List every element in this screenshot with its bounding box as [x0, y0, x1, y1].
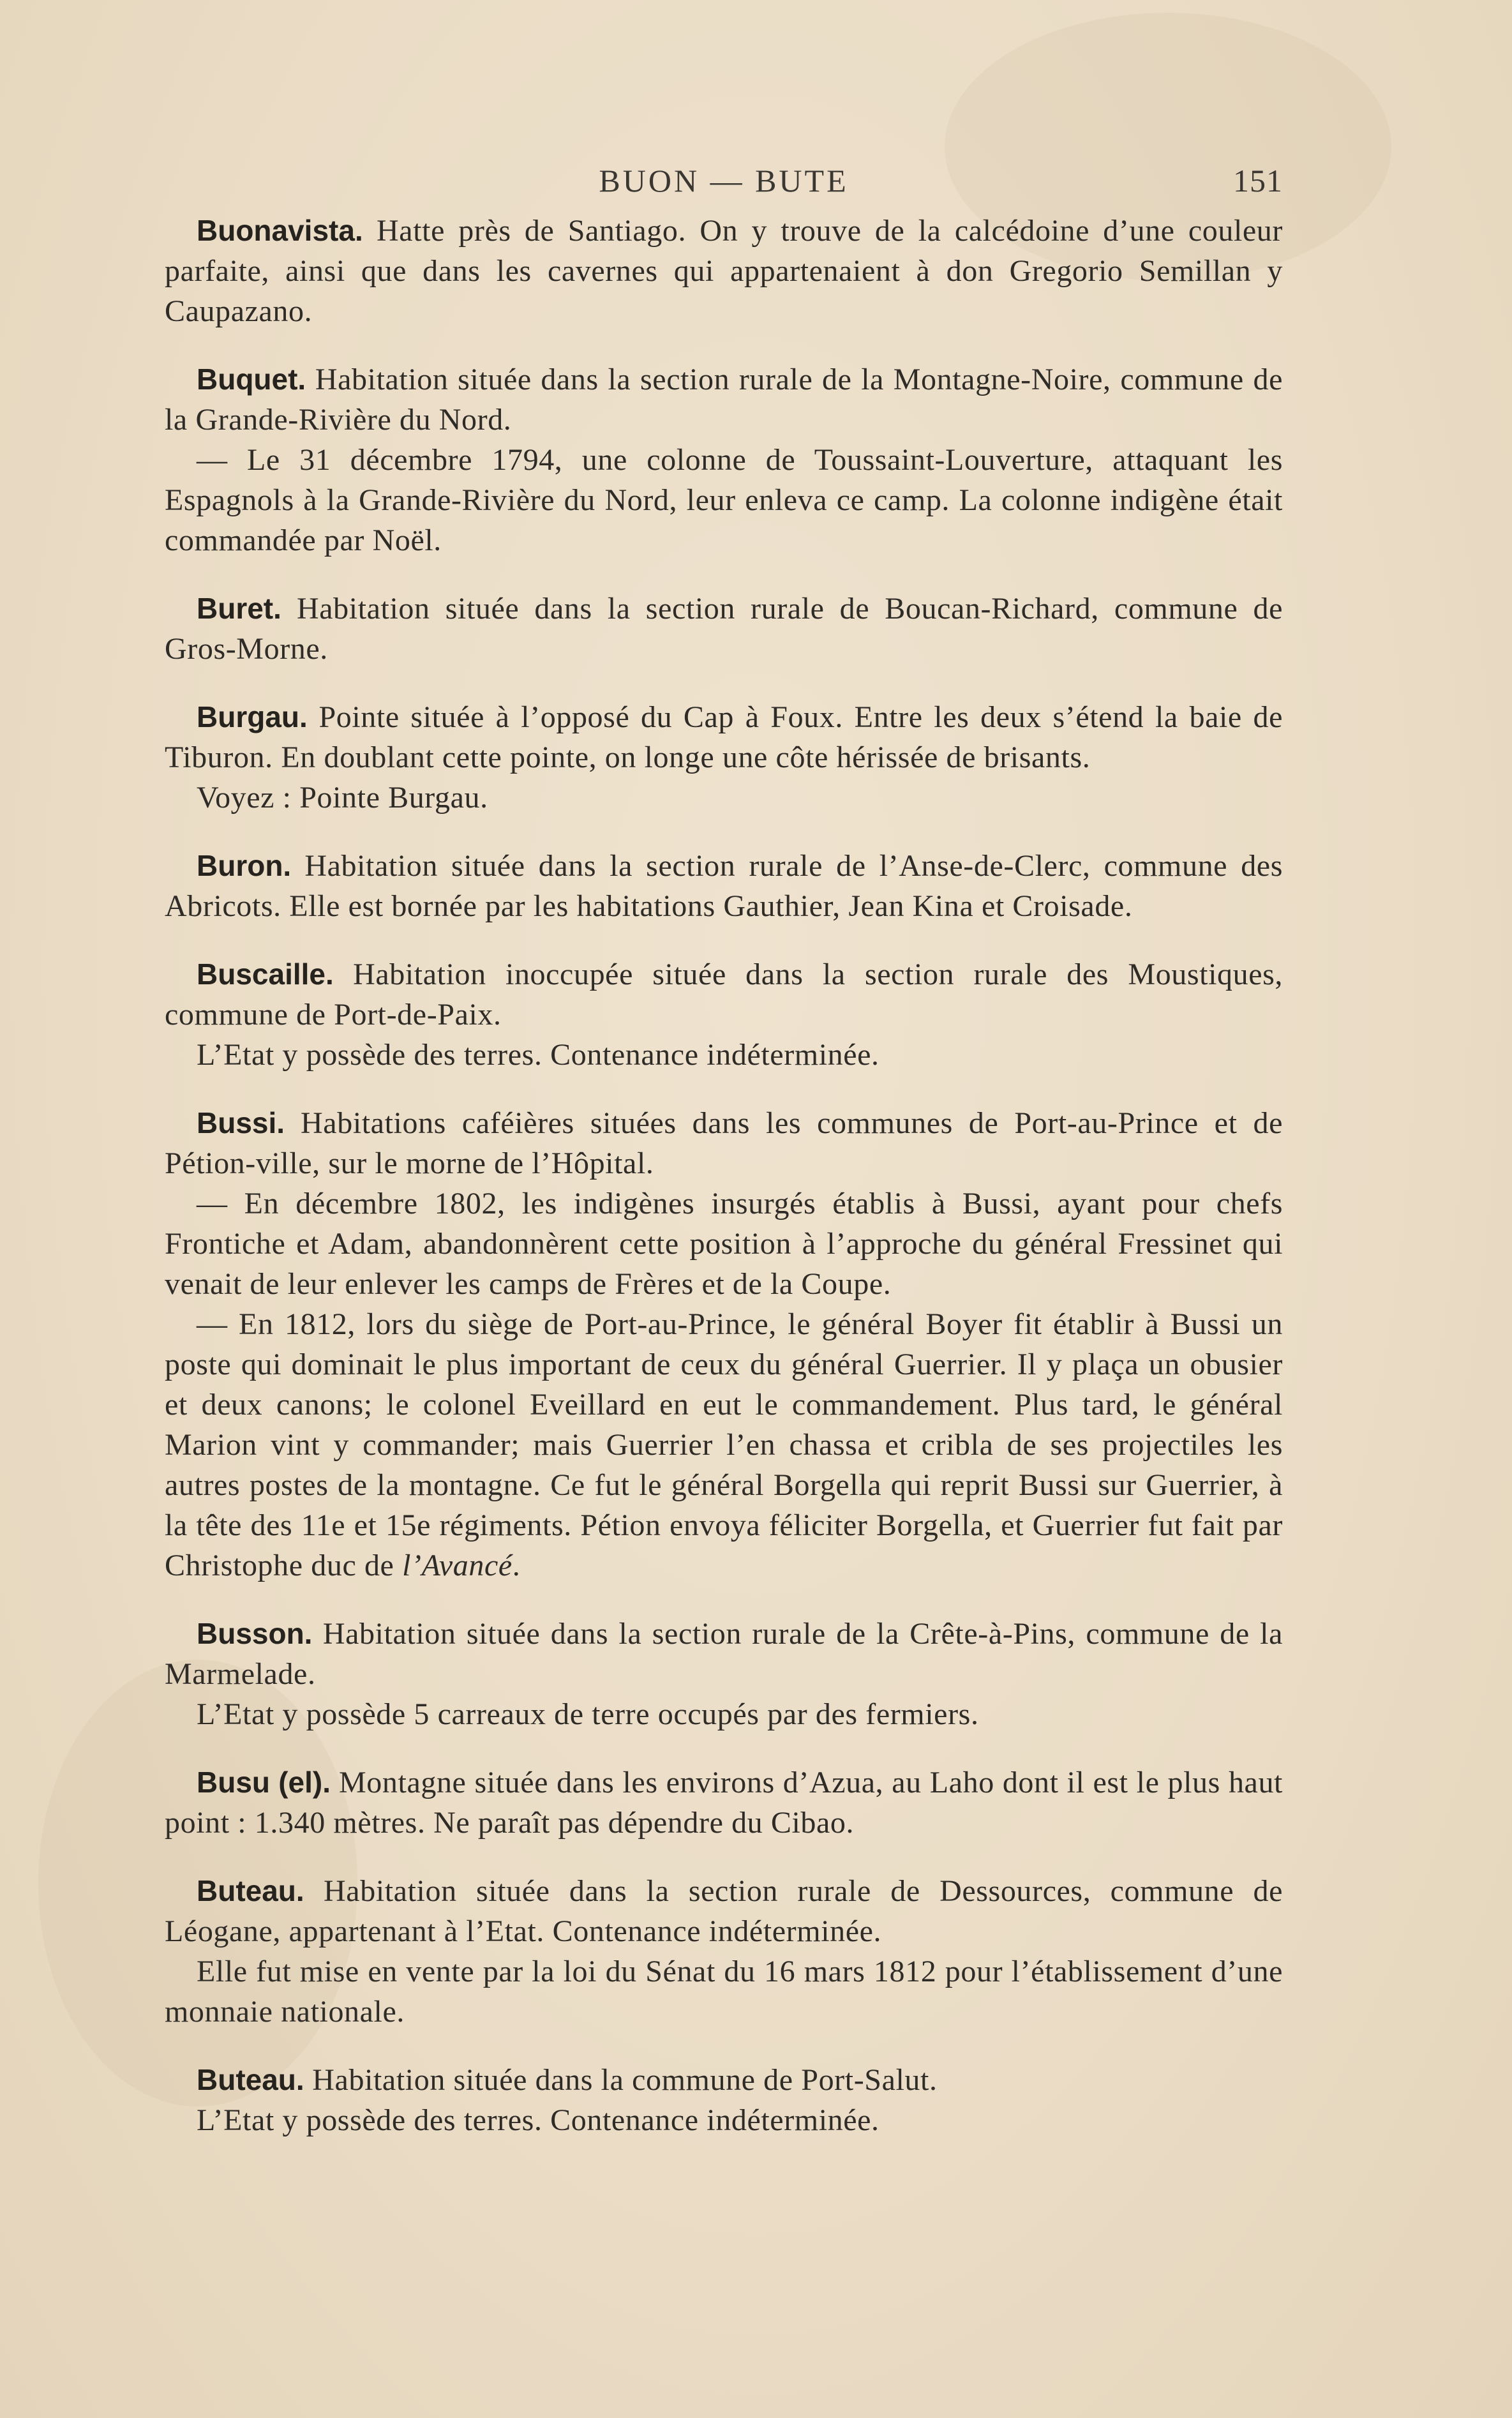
entry-text: Habitations caféières situées dans les communes de Port-au-Prince et de Pétion-ville, sur le morne de l’Hôpital.	[165, 1106, 1283, 1180]
entry-text: Habitation située dans la commune de Port-Salut.	[312, 2063, 938, 2097]
entry-text: Hatte près de Santiago. On y trouve de la calcédoine d’une couleur parfaite, ainsi que dans les cavernes qui appartenaient à don Gregorio Semillan y Caupazano.	[165, 214, 1283, 328]
entry-headword: Buonavista.	[197, 214, 363, 247]
page	[165, 153, 1283, 2168]
page-number: 151	[1233, 163, 1283, 199]
entry-text: Habitation inoccupée située dans la section rurale des Moustiques, commune de Port-de-Paix.	[165, 957, 1283, 1032]
entry-text: Habitation située dans la section rurale de l’Anse-de-Clerc, commune des Abricots. Elle est bornée par les habitations Gauthier, Jean Kina et Croisade.	[165, 849, 1283, 923]
entry-definition	[165, 359, 1283, 440]
running-head	[165, 153, 1283, 211]
entry-text: — En 1812, lors du siège de Port-au-Prince, le général Boyer fit établir à Bussi un poste qui dominait le plus important de ceux du général Guerrier. Il y plaça un obusier et deux canons; le colonel Eveillard en eut le commandement. Plus tard, le général Marion vint y commander; mais Guerrier l’en chassa et cribla de ses projectiles les autres postes de la montagne. Ce fut le général Borgella qui reprit Bussi sur Guerrier, à la tête des 11e et 15e régiments. Pétion envoya féliciter Borgella, et Guerrier fut fait par Christophe duc de	[165, 1307, 1283, 1582]
entry-text: Voyez : Pointe Burgau.	[197, 781, 488, 815]
dictionary-entry	[165, 697, 1283, 818]
entry-paragraph	[165, 440, 1283, 560]
dictionary-entry	[165, 2060, 1283, 2140]
entry-headword: Buteau.	[197, 2063, 304, 2096]
entry-paragraph	[165, 777, 1283, 818]
entry-definition	[165, 2060, 1283, 2100]
entry-text: Habitation située dans la section rurale de la Crête-à-Pins, commune de la Marmelade.	[165, 1617, 1283, 1691]
entry-paragraph	[165, 1035, 1283, 1075]
entry-text: — En décembre 1802, les indigènes insurgés établis à Bussi, ayant pour chefs Frontiche et Adam, abandonnèrent cette position à l’approche du général Fressinet qui venait de leur enlever les camps de Frères et de la Coupe.	[165, 1187, 1283, 1301]
entry-definition	[165, 1614, 1283, 1694]
dictionary-entry	[165, 1103, 1283, 1586]
entry-headword: Buteau.	[197, 1874, 304, 1907]
entry-text: Habitation située dans la section rurale de la Montagne-Noire, commune de la Grande-Rivière du Nord.	[165, 363, 1283, 437]
closing-punctuation: .	[512, 1549, 521, 1582]
dictionary-entry	[165, 954, 1283, 1075]
entry-paragraph	[165, 1694, 1283, 1734]
dictionary-entry	[165, 1871, 1283, 2032]
entry-text: — Le 31 décembre 1794, une colonne de Toussaint-Louverture, attaquant les Espagnols à la Grande-Rivière du Nord, leur enleva ce camp. La colonne indigène était commandée par Noël.	[165, 443, 1283, 557]
entry-headword: Buron.	[197, 849, 292, 882]
running-head-title: BUON — BUTE	[599, 163, 849, 199]
entry-text: Elle fut mise en vente par la loi du Sénat du 16 mars 1812 pour l’établissement d’une monnaie nationale.	[165, 1955, 1283, 2029]
entry-paragraph	[165, 1183, 1283, 1304]
entry-headword: Burgau.	[197, 700, 308, 733]
entry-paragraph	[165, 1951, 1283, 2032]
entry-headword: Busson.	[197, 1617, 313, 1650]
dictionary-entry	[165, 589, 1283, 669]
entry-headword: Buquet.	[197, 363, 306, 396]
entry-text: Habitation située dans la section rurale de Boucan-Richard, commune de Gros-Morne.	[165, 592, 1283, 666]
entry-definition	[165, 846, 1283, 926]
entry-definition	[165, 1103, 1283, 1183]
entry-text: Habitation située dans la section rurale de Dessources, commune de Léogane, appartenant à l’Etat. Contenance indéterminée.	[165, 1874, 1283, 1948]
entry-definition	[165, 697, 1283, 777]
entry-paragraph	[165, 1304, 1283, 1586]
entry-text: Pointe située à l’opposé du Cap à Foux. Entre les deux s’étend la baie de Tiburon. En doublant cette pointe, on longe une côte hérissée de brisants.	[165, 700, 1283, 774]
entry-text: L’Etat y possède des terres. Contenance indéterminée.	[197, 2103, 880, 2137]
italic-title: l’Avancé	[402, 1549, 513, 1582]
entry-headword: Buret.	[197, 592, 281, 625]
dictionary-entry	[165, 359, 1283, 560]
entry-definition	[165, 1762, 1283, 1843]
dictionary-entry	[165, 211, 1283, 331]
dictionary-entry	[165, 846, 1283, 926]
entry-text: Montagne située dans les environs d’Azua, au Laho dont il est le plus haut point : 1.340 mètres. Ne paraît pas dépendre du Cibao.	[165, 1766, 1283, 1840]
entry-definition	[165, 1871, 1283, 1951]
dictionary-entry	[165, 1614, 1283, 1734]
entry-text: L’Etat y possède des terres. Contenance indéterminée.	[197, 1038, 880, 1072]
entry-definition	[165, 589, 1283, 669]
entry-headword: Bussi.	[197, 1106, 285, 1139]
entry-paragraph	[165, 2100, 1283, 2140]
entry-headword: Busu (el).	[197, 1766, 331, 1799]
dictionary-entry	[165, 1762, 1283, 1843]
dictionary-entries	[165, 211, 1283, 2140]
entry-definition	[165, 954, 1283, 1035]
entry-headword: Buscaille.	[197, 957, 334, 991]
entry-definition	[165, 211, 1283, 331]
entry-text: L’Etat y possède 5 carreaux de terre occupés par des fermiers.	[197, 1697, 979, 1731]
